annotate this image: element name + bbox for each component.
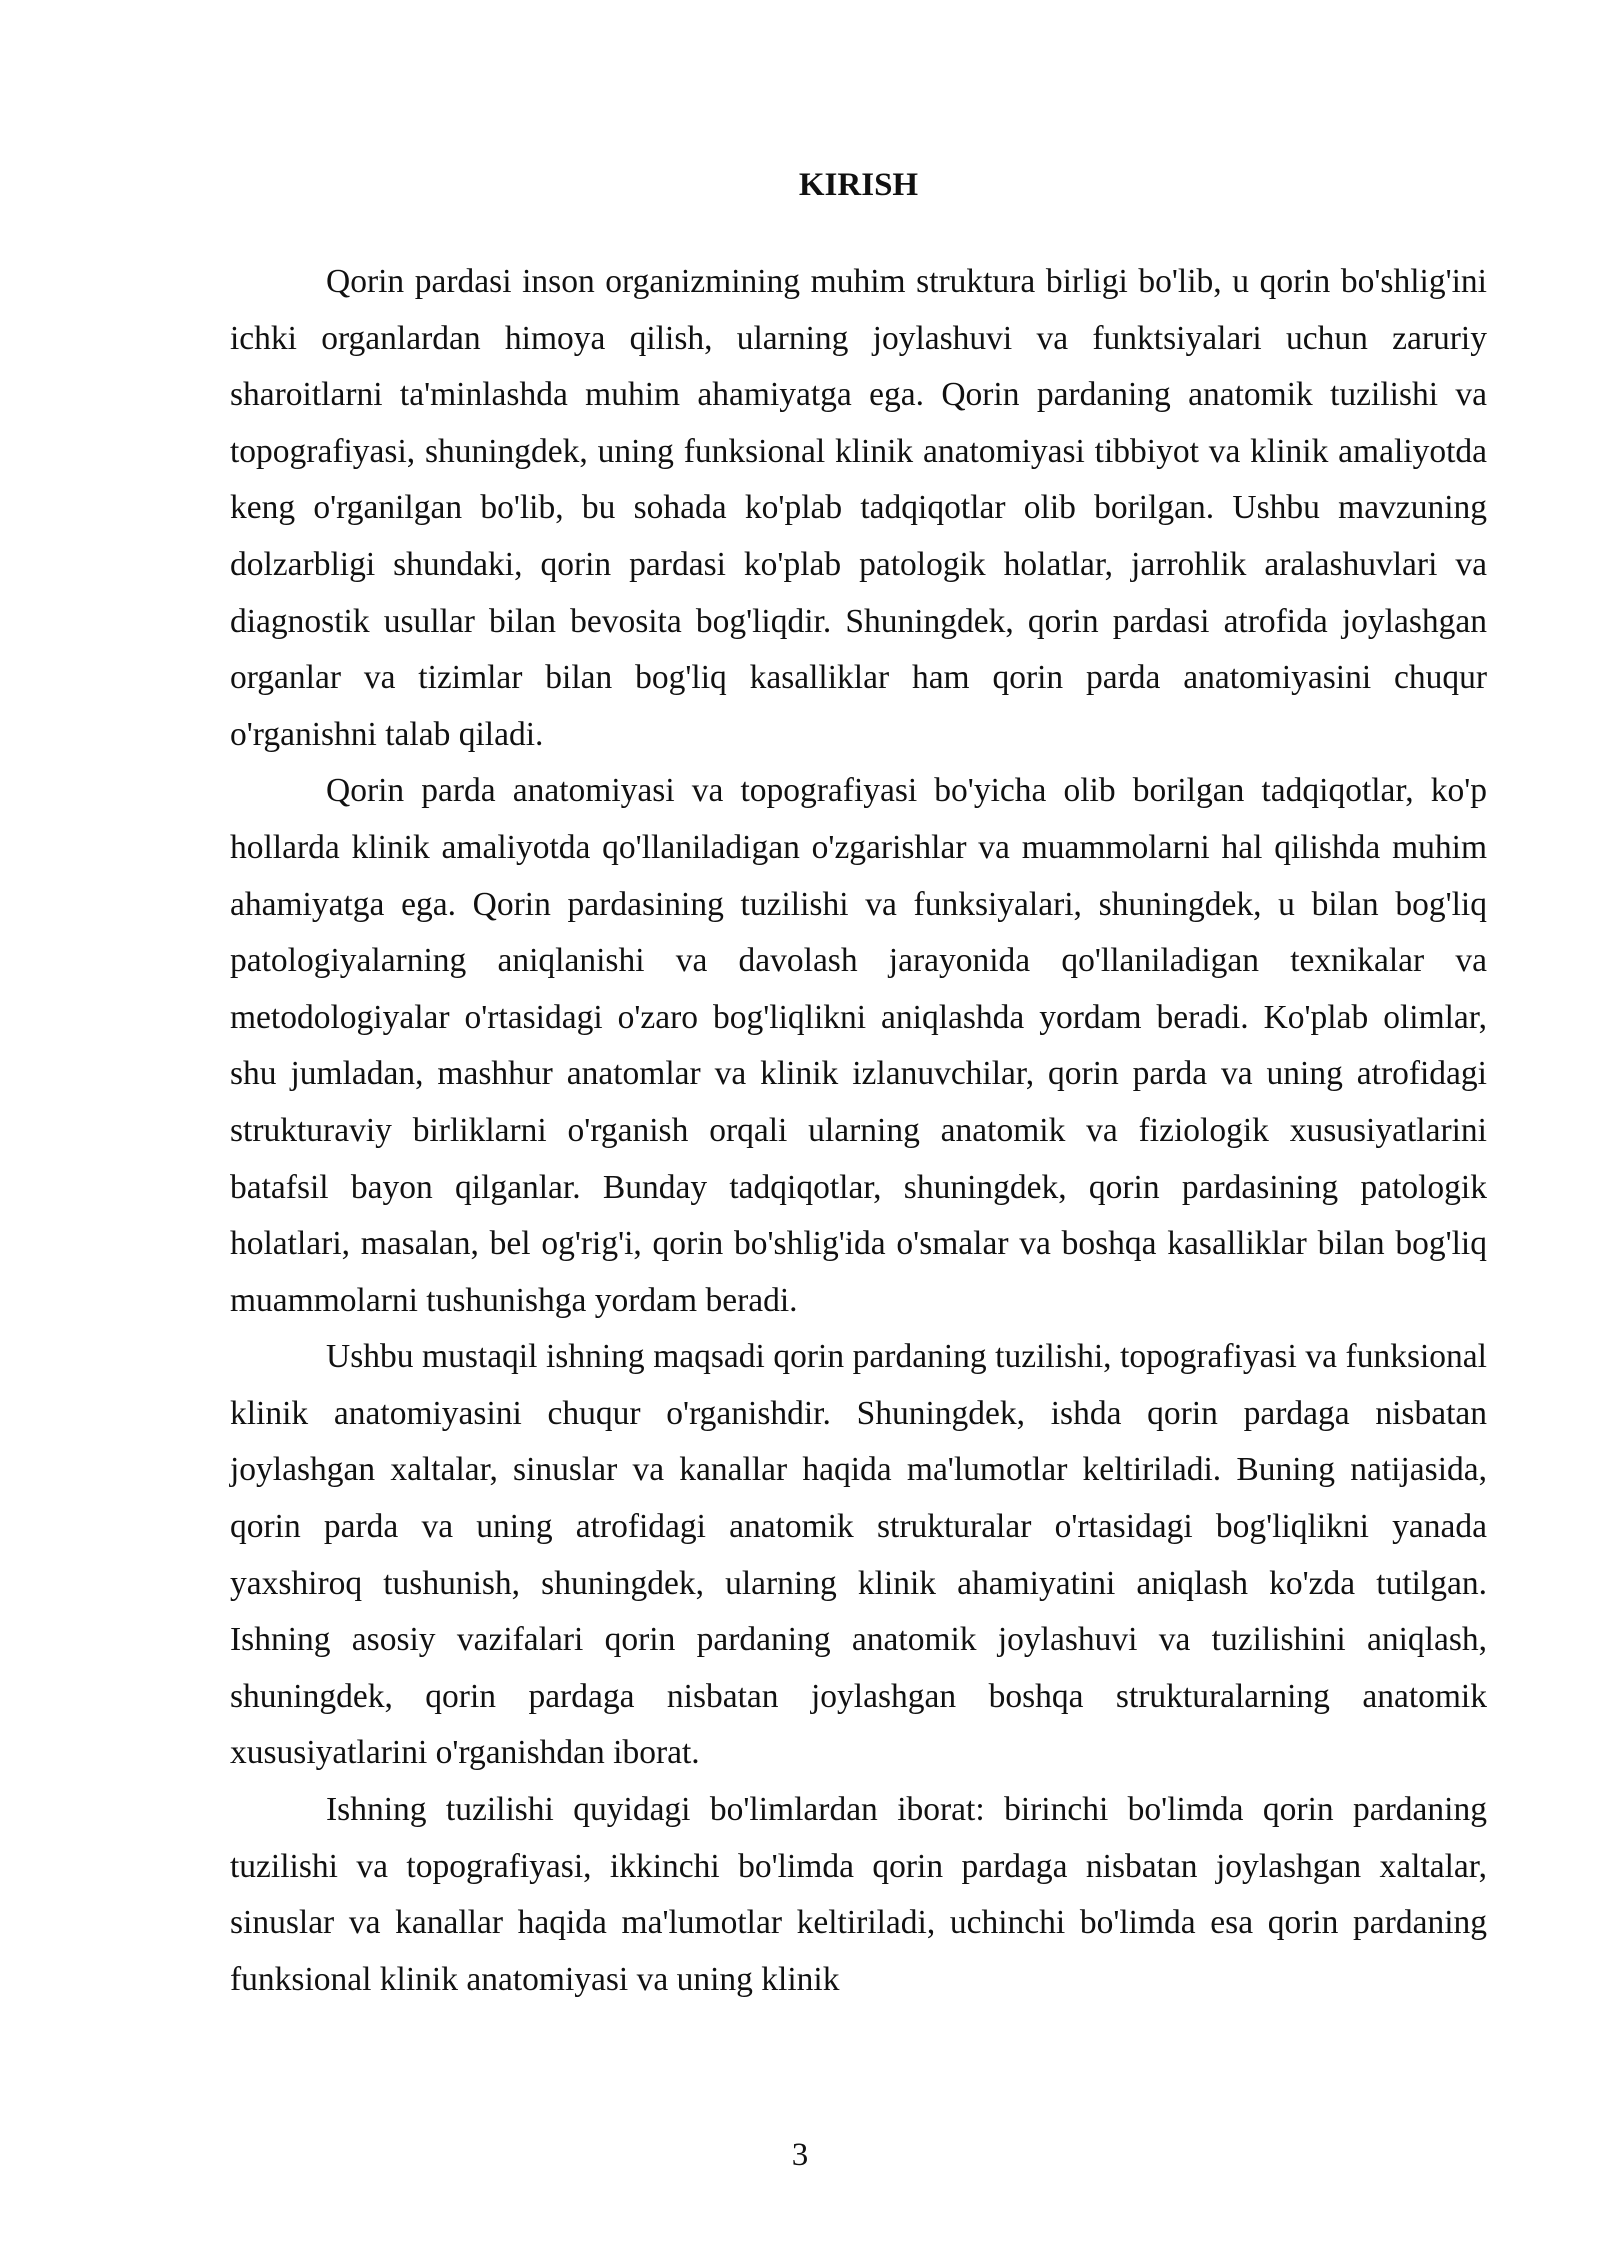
page-number: 3 <box>791 2137 809 2173</box>
paragraph-2: Qorin parda anatomiyasi va topografiyasi bo'yicha olib borilgan tadqiqotlar, ko'p hollarda klinik amaliyotda qo'llaniladigan o'zgarishlar va muammolarni hal qilishda muhim ahamiyatga ega. Qorin pardasining tuzilishi va funksiyalari, shuningdek, u bilan bog'liq patologiyalarning aniqlanishi va davolash jarayonida qo'llaniladigan texnikalar va metodologiyalar o'rtasidagi o'zaro bog'liqlikni aniqlashda yordam beradi. Ko'plab olimlar, shu jumladan, mashhur anatomlar va klinik izlanuvchilar, qorin parda va uning atrofidagi strukturaviy birliklarni o'rganish orqali ularning anatomik va fiziologik xususiyatlarini batafsil bayon qilganlar. Bunday tadqiqotlar, shuningdek, qorin pardasining patologik holatlari, masalan, bel og'rig'i, qorin bo'shlig'ida o'smalar va boshqa kasalliklar bilan bog'liq muammolarni tushunishga yordam beradi. <box>230 772 1487 1319</box>
section-heading: KIRISH <box>798 167 919 203</box>
paragraph-3: Ushbu mustaqil ishning maqsadi qorin pardaning tuzilishi, topografiyasi va funksional klinik anatomiyasini chuqur o'rganishdir. Shuningdek, ishda qorin pardaga nisbatan joylashgan xaltalar, sinuslar va kanallar haqida ma'lumotlar keltiriladi. Buning natijasida, qorin parda va uning atrofidagi anatomik strukturalar o'rtasidagi bog'liqlikni yanada yaxshiroq tushunish, shuningdek, ularning klinik ahamiyatini aniqlash ko'zda tutilgan. Ishning asosiy vazifalari qorin pardaning anatomik joylashuvi va tuzilishini aniqlash, shuningdek, qorin pardaga nisbatan joylashgan boshqa strukturalarning anatomik xususiyatlarini o'rganishdan iborat. <box>230 1338 1487 1772</box>
paragraph-1: Qorin pardasi inson organizmining muhim struktura birligi bo'lib, u qorin bo'shlig'ini ichki organlardan himoya qilish, ularning joylashuvi va funktsiyalari uchun zaruriy sharoitlarni ta'minlashda muhim ahamiyatga ega. Qorin pardaning anatomik tuzilishi va topografiyasi, shuningdek, uning funksional klinik anatomiyasi tibbiyot va klinik amaliyotda keng o'rganilgan bo'lib, bu sohada ko'plab tadqiqotlar olib borilgan. Ushbu mavzuning dolzarbligi shundaki, qorin pardasi ko'plab patologik holatlar, jarrohlik aralashuvlari va diagnostik usullar bilan bevosita bog'liqdir. Shuningdek, qorin pardasi atrofida joylashgan organlar va tizimlar bilan bog'liq kasalliklar ham qorin parda anatomiyasini chuqur o'rganishni talab qiladi. <box>230 263 1487 753</box>
paragraph-4: Ishning tuzilishi quyidagi bo'limlardan iborat: birinchi bo'limda qorin pardaning tuzilishi va topografiyasi, ikkinchi bo'limda qorin pardaga nisbatan joylashgan xaltalar, sinuslar va kanallar haqida ma'lumotlar keltiriladi, uchinchi bo'limda esa qorin pardaning funksional klinik anatomiyasi va uning klinik <box>230 1791 1487 1998</box>
body-text <box>230 254 1487 2008</box>
